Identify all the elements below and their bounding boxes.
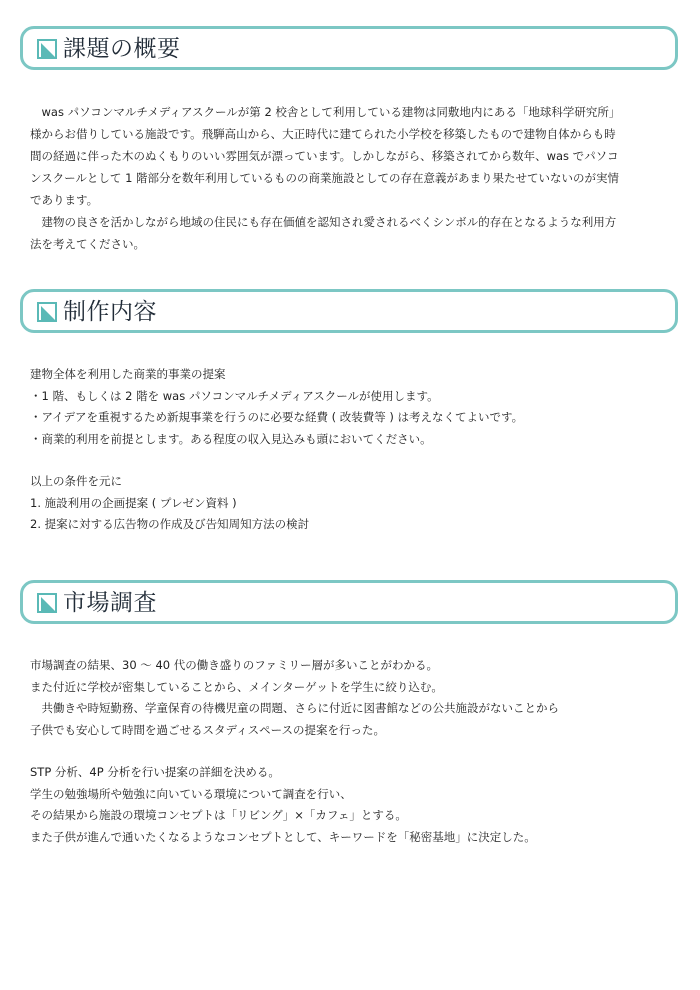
market-line: また付近に学校が密集していることから、メインターゲットを学生に絞り込む。 xyxy=(30,679,443,694)
production-line: ・商業的利用を前提とします。ある程度の収入見込みも頭においてください。 xyxy=(30,431,432,446)
overview-line: 法を考えてください。 xyxy=(30,237,145,251)
market-body xyxy=(30,655,559,848)
production-line: 1. 施設利用の企画提案 ( プレゼン資料 ) xyxy=(30,495,237,510)
spacer xyxy=(30,450,523,471)
production-line: 以上の条件を元に xyxy=(30,474,122,488)
overview-body xyxy=(30,101,672,255)
overview-line: であります。 xyxy=(30,193,99,207)
market-line: その結果から施設の環境コンセプトは「リビング」×「カフェ」とする。 xyxy=(30,808,407,822)
corner-triangle-square-icon xyxy=(37,593,57,613)
section-header-production xyxy=(20,289,678,333)
market-line: また子供が進んで通いたくなるようなコンセプトとして、キーワードを「秘密基地」に決定した。 xyxy=(30,829,536,844)
section-title-production: 制作内容 xyxy=(63,299,157,325)
market-line: 学生の勉強場所や勉強に向いている環境について調査を行い、 xyxy=(30,786,352,801)
production-line: 2. 提案に対する広告物の作成及び告知周知方法の検討 xyxy=(30,517,310,531)
production-line: ・アイデアを重視するため新規事業を行うのに必要な経費 ( 改装費等 ) は考えなくてよいです。 xyxy=(30,410,524,424)
overview-line: 建物の良さを活かしながら地域の住民にも存在価値を認知され愛されるべくシンボル的存在となるような利用方 xyxy=(30,215,617,229)
market-line: 共働きや時短勤務、学童保育の待機児童の問題、さらに付近に図書館などの公共施設がないことから xyxy=(30,701,559,715)
market-line: 市場調査の結果、30 ～ 40 代の働き盛りのファミリー層が多いことがわかる。 xyxy=(30,658,438,672)
overview-line: 様からお借りしている施設です。飛騨高山から、大正時代に建てられた小学校を移築したもので建物自体からも時 xyxy=(30,127,616,141)
spacer xyxy=(30,741,559,762)
overview-line: ンスクールとして 1 階部分を数年利用しているものの商業施設としての存在意義があまり果たせていないのが実情 xyxy=(30,171,620,185)
market-line: 子供でも安心して時間を過ごせるスタディスペースの提案を行った。 xyxy=(30,722,386,737)
production-body xyxy=(30,364,523,536)
corner-triangle-square-icon xyxy=(37,39,57,59)
section-header-market xyxy=(20,580,678,624)
section-title-market: 市場調査 xyxy=(63,590,157,616)
section-header-overview xyxy=(20,26,678,70)
overview-line: 間の経過に伴った木のぬくもりのいい雰囲気が漂っています。しかしながら、移築されてから数年、was でパソコ xyxy=(30,149,619,163)
corner-triangle-square-icon xyxy=(37,302,57,322)
production-line: 建物全体を利用した商業的事業の提案 xyxy=(30,367,226,381)
section-title-overview: 課題の概要 xyxy=(63,36,181,62)
production-line: ・1 階、もしくは 2 階を was パソコンマルチメディアスクールが使用します。 xyxy=(30,388,439,403)
overview-line: was パソコンマルチメディアスクールが第 2 校舎として利用している建物は同敷地内にある「地球科学研究所」 xyxy=(30,105,621,119)
market-line: STP 分析、4P 分析を行い提案の詳細を決める。 xyxy=(30,765,280,779)
